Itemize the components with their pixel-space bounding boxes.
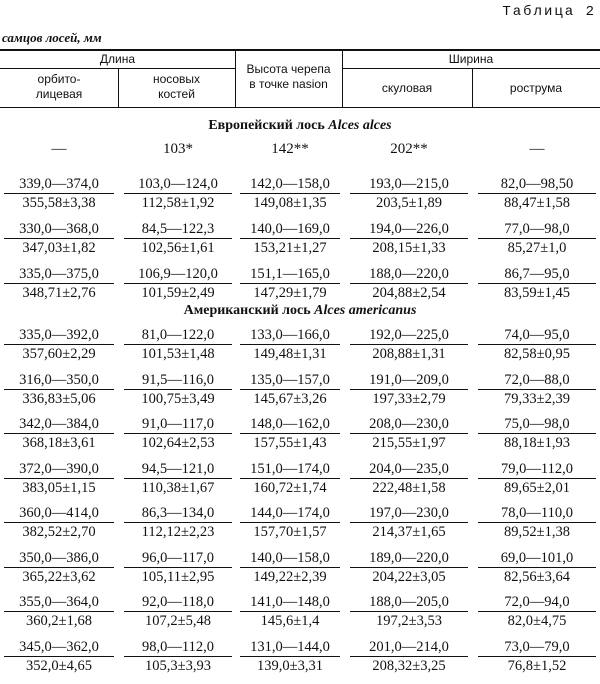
stat-cell xyxy=(350,549,468,586)
range-value: 73,0—79,0 xyxy=(478,638,596,657)
sample-count: 142** xyxy=(271,141,309,157)
range-value: 69,0—101,0 xyxy=(478,549,596,568)
stat-cell xyxy=(350,638,468,675)
mean-value: 352,0±4,65 xyxy=(26,657,92,674)
mean-value: 149,48±1,31 xyxy=(253,346,327,362)
range-value: 372,0—390,0 xyxy=(4,460,114,479)
range-value: 355,0—364,0 xyxy=(4,593,114,612)
mean-value: 365,22±3,62 xyxy=(22,568,96,585)
range-value: 82,0—98,50 xyxy=(478,175,596,194)
stat-cell xyxy=(4,326,114,363)
stat-cell xyxy=(124,593,232,630)
mean-value: 204,88±2,54 xyxy=(372,285,446,301)
mean-value: 88,47±1,58 xyxy=(504,195,570,211)
header-mid-rule-right xyxy=(342,68,600,69)
mean-value: 197,33±2,79 xyxy=(372,390,446,407)
range-value: 339,0—374,0 xyxy=(4,175,114,194)
header-nasal: носовых костей xyxy=(152,72,201,101)
mean-value: 347,03±1,82 xyxy=(22,240,96,256)
stat-cell xyxy=(240,175,340,212)
range-value: 91,0—117,0 xyxy=(124,415,232,434)
mean-value: 215,55±1,97 xyxy=(372,435,446,451)
section-title-european xyxy=(0,118,600,134)
stat-cell xyxy=(350,593,468,630)
stat-cell xyxy=(240,593,340,630)
header-bottom-rule xyxy=(0,107,600,108)
range-value: 350,0—386,0 xyxy=(4,549,114,568)
stat-cell xyxy=(124,638,232,675)
stat-cell xyxy=(4,504,114,541)
mean-value: 82,58±0,95 xyxy=(504,346,570,362)
mean-value: 89,65±2,01 xyxy=(504,479,570,496)
stat-cell xyxy=(478,504,596,541)
mean-value: 157,55±1,43 xyxy=(253,435,327,451)
range-value: 141,0—148,0 xyxy=(240,593,340,612)
mean-value: 107,2±5,48 xyxy=(145,613,211,629)
stat-cell xyxy=(124,549,232,586)
mean-value: 112,58±1,92 xyxy=(141,195,215,211)
header-zygomatic: скуловая xyxy=(381,81,433,95)
sample-count: 202** xyxy=(390,141,428,157)
range-value: 335,0—375,0 xyxy=(4,265,114,284)
mean-value: 382,52±2,70 xyxy=(22,524,96,540)
range-value: 204,0—235,0 xyxy=(350,460,468,479)
stat-cell xyxy=(240,549,340,586)
section-title-plain: Европейский лось xyxy=(208,118,325,133)
stat-cell xyxy=(478,371,596,408)
range-value: 86,3—134,0 xyxy=(124,504,232,523)
stat-cell xyxy=(350,220,468,257)
range-value: 151,1—165,0 xyxy=(240,265,340,284)
range-value: 360,0—414,0 xyxy=(4,504,114,523)
mean-value: 85,27±1,0 xyxy=(507,240,567,256)
stat-cell xyxy=(478,460,596,497)
stat-cell xyxy=(240,326,340,363)
stat-cell xyxy=(350,326,468,363)
mean-value: 149,08±1,35 xyxy=(253,195,327,211)
range-value: 316,0—350,0 xyxy=(4,371,114,390)
range-value: 103,0—124,0 xyxy=(124,175,232,194)
mean-value: 197,2±3,53 xyxy=(376,613,442,629)
section-title-plain: Американский лось xyxy=(183,303,311,318)
mean-value: 157,70±1,57 xyxy=(253,524,327,540)
range-value: 75,0—98,0 xyxy=(478,415,596,434)
mean-value: 102,64±2,53 xyxy=(141,435,215,451)
mean-value: 88,18±1,93 xyxy=(504,435,570,451)
stat-cell xyxy=(240,371,340,408)
section-title-american xyxy=(0,303,600,319)
range-value: 148,0—162,0 xyxy=(240,415,340,434)
range-value: 197,0—230,0 xyxy=(350,504,468,523)
stat-cell xyxy=(478,638,596,675)
stat-cell xyxy=(4,175,114,212)
range-value: 342,0—384,0 xyxy=(4,415,114,434)
mean-value: 100,75±3,49 xyxy=(141,390,215,407)
range-value: 72,0—88,0 xyxy=(478,371,596,390)
range-value: 91,5—116,0 xyxy=(124,371,232,390)
range-value: 96,0—117,0 xyxy=(124,549,232,568)
stat-cell xyxy=(4,220,114,257)
mean-value: 222,48±1,58 xyxy=(372,479,446,496)
stat-cell xyxy=(124,326,232,363)
stat-cell xyxy=(4,265,114,302)
mean-value: 160,72±1,74 xyxy=(253,479,327,496)
table-number: Таблица 2 xyxy=(502,4,596,20)
mean-value: 360,2±1,68 xyxy=(26,613,92,629)
stat-cell xyxy=(350,265,468,302)
mean-value: 83,59±1,45 xyxy=(504,285,570,301)
range-value: 94,5—121,0 xyxy=(124,460,232,479)
range-value: 188,0—220,0 xyxy=(350,265,468,284)
mean-value: 82,56±3,64 xyxy=(504,568,570,585)
section-title-species: Alces alces xyxy=(328,118,392,133)
stat-cell xyxy=(478,326,596,363)
mean-value: 368,18±3,61 xyxy=(22,435,96,451)
mean-value: 89,52±1,38 xyxy=(504,524,570,540)
stat-cell xyxy=(4,371,114,408)
mean-value: 357,60±2,29 xyxy=(22,346,96,362)
stat-cell xyxy=(478,175,596,212)
header-rostrum: рострума xyxy=(509,81,563,95)
stat-cell xyxy=(4,593,114,630)
section-title-species: Alces americanus xyxy=(314,303,417,318)
range-value: 142,0—158,0 xyxy=(240,175,340,194)
range-value: 345,0—362,0 xyxy=(4,638,114,657)
range-value: 335,0—392,0 xyxy=(4,326,114,345)
mean-value: 101,53±1,48 xyxy=(141,346,215,362)
range-value: 77,0—98,0 xyxy=(478,220,596,239)
mean-value: 355,58±3,38 xyxy=(22,195,96,211)
stat-cell xyxy=(240,504,340,541)
sample-count: 103* xyxy=(163,141,193,157)
mean-value: 208,15±1,33 xyxy=(372,240,446,256)
stat-cell xyxy=(350,175,468,212)
mean-value: 101,59±2,49 xyxy=(141,285,215,301)
range-value: 106,9—120,0 xyxy=(124,265,232,284)
mean-value: 112,12±2,23 xyxy=(141,524,215,540)
mean-value: 105,11±2,95 xyxy=(141,568,215,585)
stat-cell xyxy=(478,415,596,452)
stat-cell xyxy=(350,415,468,452)
stat-cell xyxy=(4,549,114,586)
stat-cell xyxy=(350,504,468,541)
header-skull-height: Высота черепа в точке nasion xyxy=(246,62,331,91)
mean-value: 336,83±5,06 xyxy=(22,390,96,407)
range-value: 194,0—226,0 xyxy=(350,220,468,239)
mean-value: 145,6±1,4 xyxy=(260,613,320,629)
range-value: 151,0—174,0 xyxy=(240,460,340,479)
stat-cell xyxy=(240,460,340,497)
range-value: 72,0—94,0 xyxy=(478,593,596,612)
mean-value: 82,0±4,75 xyxy=(507,613,567,629)
stat-cell xyxy=(240,265,340,302)
range-value: 78,0—110,0 xyxy=(478,504,596,523)
mean-value: 102,56±1,61 xyxy=(141,240,215,256)
mean-value: 204,22±3,05 xyxy=(372,568,446,585)
range-value: 74,0—95,0 xyxy=(478,326,596,345)
range-value: 192,0—225,0 xyxy=(350,326,468,345)
mean-value: 153,21±1,27 xyxy=(253,240,327,256)
stat-cell xyxy=(478,593,596,630)
mean-value: 214,37±1,65 xyxy=(372,524,446,540)
stat-cell xyxy=(4,638,114,675)
header-length: Длина xyxy=(99,52,136,66)
stat-cell xyxy=(478,265,596,302)
sample-count: — xyxy=(51,141,67,157)
stat-cell xyxy=(240,220,340,257)
header-top-rule xyxy=(0,49,600,51)
stat-cell xyxy=(240,415,340,452)
range-value: 191,0—209,0 xyxy=(350,371,468,390)
table-caption: самцов лосей, мм xyxy=(2,30,102,45)
range-value: 193,0—215,0 xyxy=(350,175,468,194)
range-value: 81,0—122,0 xyxy=(124,326,232,345)
mean-value: 149,22±2,39 xyxy=(253,568,327,585)
stat-cell xyxy=(124,175,232,212)
header-width: Ширина xyxy=(448,52,494,66)
stat-cell xyxy=(478,549,596,586)
stat-cell xyxy=(124,415,232,452)
mean-value: 208,32±3,25 xyxy=(372,657,446,674)
range-value: 135,0—157,0 xyxy=(240,371,340,390)
stat-cell xyxy=(124,460,232,497)
range-value: 86,7—95,0 xyxy=(478,265,596,284)
mean-value: 79,33±2,39 xyxy=(504,390,570,407)
stat-cell xyxy=(240,638,340,675)
mean-value: 208,88±1,31 xyxy=(372,346,446,362)
range-value: 92,0—118,0 xyxy=(124,593,232,612)
mean-value: 76,8±1,52 xyxy=(507,657,567,674)
mean-value: 348,71±2,76 xyxy=(22,285,96,301)
mean-value: 139,0±3,31 xyxy=(257,657,323,674)
range-value: 98,0—112,0 xyxy=(124,638,232,657)
range-value: 208,0—230,0 xyxy=(350,415,468,434)
mean-value: 203,5±1,89 xyxy=(376,195,442,211)
header-orbital: орбито- лицевая xyxy=(35,72,83,101)
range-value: 201,0—214,0 xyxy=(350,638,468,657)
range-value: 131,0—144,0 xyxy=(240,638,340,657)
mean-value: 147,29±1,79 xyxy=(253,285,327,301)
range-value: 189,0—220,0 xyxy=(350,549,468,568)
range-value: 330,0—368,0 xyxy=(4,220,114,239)
sample-count: — xyxy=(529,141,545,157)
mean-value: 110,38±1,67 xyxy=(141,479,215,496)
stat-cell xyxy=(124,220,232,257)
range-value: 140,0—158,0 xyxy=(240,549,340,568)
range-value: 79,0—112,0 xyxy=(478,460,596,479)
stat-cell xyxy=(124,371,232,408)
range-value: 133,0—166,0 xyxy=(240,326,340,345)
range-value: 84,5—122,3 xyxy=(124,220,232,239)
stat-cell xyxy=(350,371,468,408)
mean-value: 383,05±1,15 xyxy=(22,479,96,496)
stat-cell xyxy=(478,220,596,257)
mean-value: 145,67±3,26 xyxy=(253,390,327,407)
stat-cell xyxy=(124,265,232,302)
stat-cell xyxy=(4,460,114,497)
mean-value: 105,3±3,93 xyxy=(145,657,211,674)
range-value: 144,0—174,0 xyxy=(240,504,340,523)
range-value: 188,0—205,0 xyxy=(350,593,468,612)
range-value: 140,0—169,0 xyxy=(240,220,340,239)
stat-cell xyxy=(4,415,114,452)
stat-cell xyxy=(350,460,468,497)
stat-cell xyxy=(124,504,232,541)
